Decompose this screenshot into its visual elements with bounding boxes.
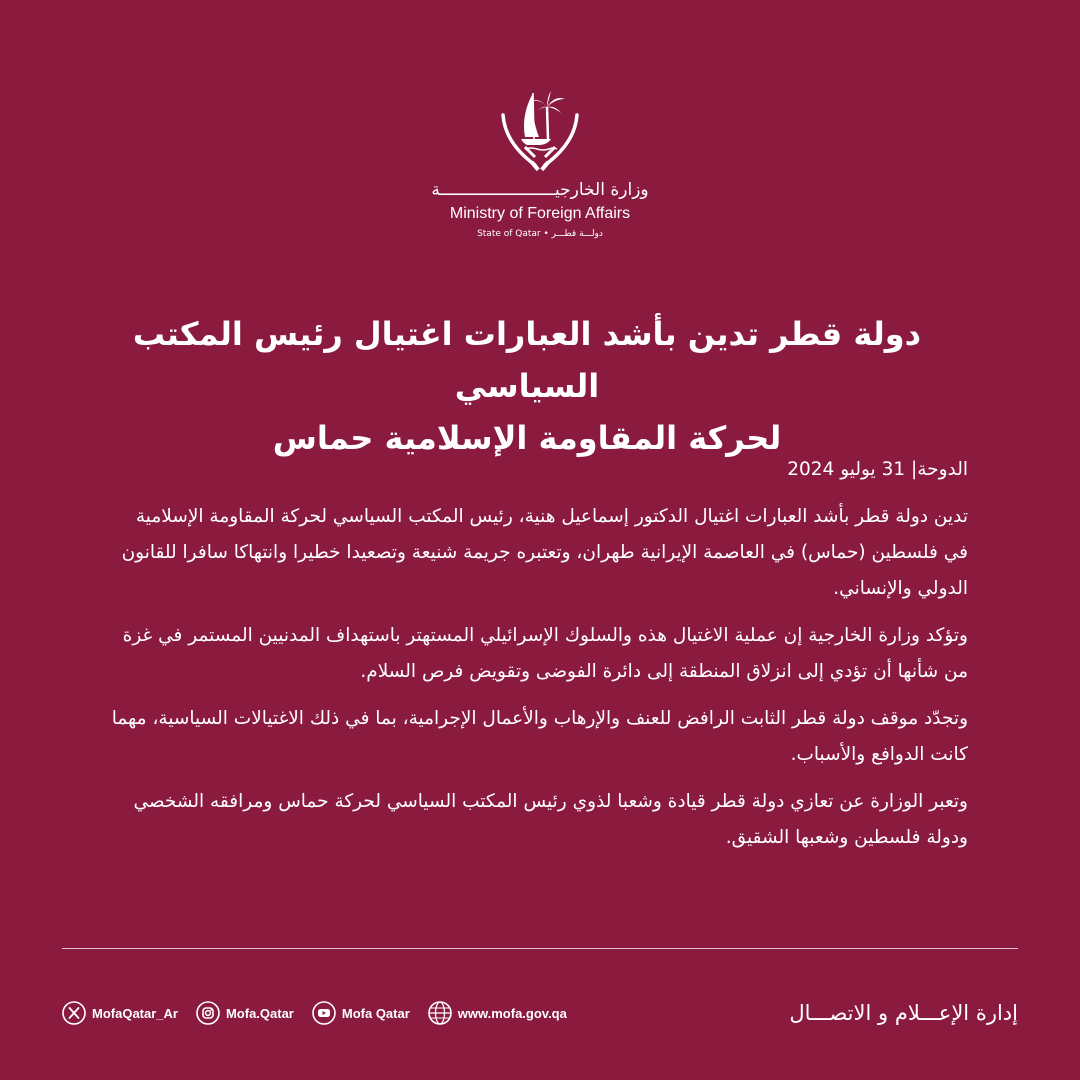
department-name: إدارة الإعـــلام و الاتصـــال — [789, 1001, 1018, 1025]
body-paragraph-4: وتعبر الوزارة عن تعازي دولة قطر قيادة وشعبا لذوي رئيس المكتب السياسي لحركة حماس ومرافقه الشخصي ودولة فلسطين وشعبها الشقيق. — [133, 791, 968, 848]
ministry-name-arabic: وزارة الخارجيـــــــــــــــــــــــة — [431, 180, 649, 200]
social-label-youtube: Mofa Qatar — [341, 1005, 410, 1021]
globe-icon — [428, 1001, 452, 1025]
body-paragraph-2: وتؤكد وزارة الخارجية إن عملية الاغتيال هذه والسلوك الإسرائيلي المستهتر باستهداف المدنيين المستمر في غزة من شأنها أن تؤدي إلى انزلاق المنطقة إلى دائرة الفوضى وتقويض فرص السلام. — [122, 625, 968, 682]
youtube-icon — [312, 1001, 336, 1025]
state-of-qatar-line: State of Qatar • دولـــة قطـــر — [477, 229, 603, 239]
social-label-website: www.mofa.gov.qa — [457, 1005, 567, 1021]
footer-divider — [62, 948, 1018, 949]
qatar-state-emblem-icon — [495, 85, 585, 175]
instagram-icon — [196, 1001, 220, 1025]
social-label-instagram: Mofa.Qatar — [225, 1005, 294, 1021]
footer — [62, 996, 1018, 1030]
x-icon — [62, 1001, 86, 1025]
headline-line-1: دولة قطر تدين بأشد العبارات اغتيال رئيس المكتب السياسي — [132, 315, 922, 405]
social-link-instagram[interactable] — [196, 1001, 294, 1025]
body-paragraph-3: وتجدّد موقف دولة قطر الثابت الرافض للعنف والإرهاب والأعمال الإجرامية، بما في ذلك الاغتيالات السياسية، مهما كانت الدوافع والأسباب. — [111, 708, 968, 765]
ministry-logo — [0, 85, 1080, 241]
social-links — [62, 996, 585, 1030]
social-link-youtube[interactable] — [312, 1001, 410, 1025]
statement-headline — [90, 308, 964, 464]
body-paragraph-1: تدين دولة قطر بأشد العبارات اغتيال الدكتور إسماعيل هنية، رئيس المكتب السياسي لحركة المقاومة الإسلامية في فلسطين (حماس) في العاصمة الإيرانية طهران، وتعتبره جريمة شنيعة وتصعيدا خطيرا وانتهاكا سافرا للقانون الدولي والإنساني. — [121, 506, 968, 599]
ministry-name-english: Ministry of Foreign Affairs — [449, 205, 631, 222]
social-label-x: MofaQatar_Ar — [92, 1005, 178, 1021]
statement-body — [110, 452, 968, 867]
headline-line-2: لحركة المقاومة الإسلامية حماس — [272, 419, 782, 457]
dateline: الدوحة| 31 يوليو 2024 — [787, 459, 968, 480]
social-link-x[interactable] — [62, 1001, 178, 1025]
social-link-website[interactable] — [428, 1001, 567, 1025]
